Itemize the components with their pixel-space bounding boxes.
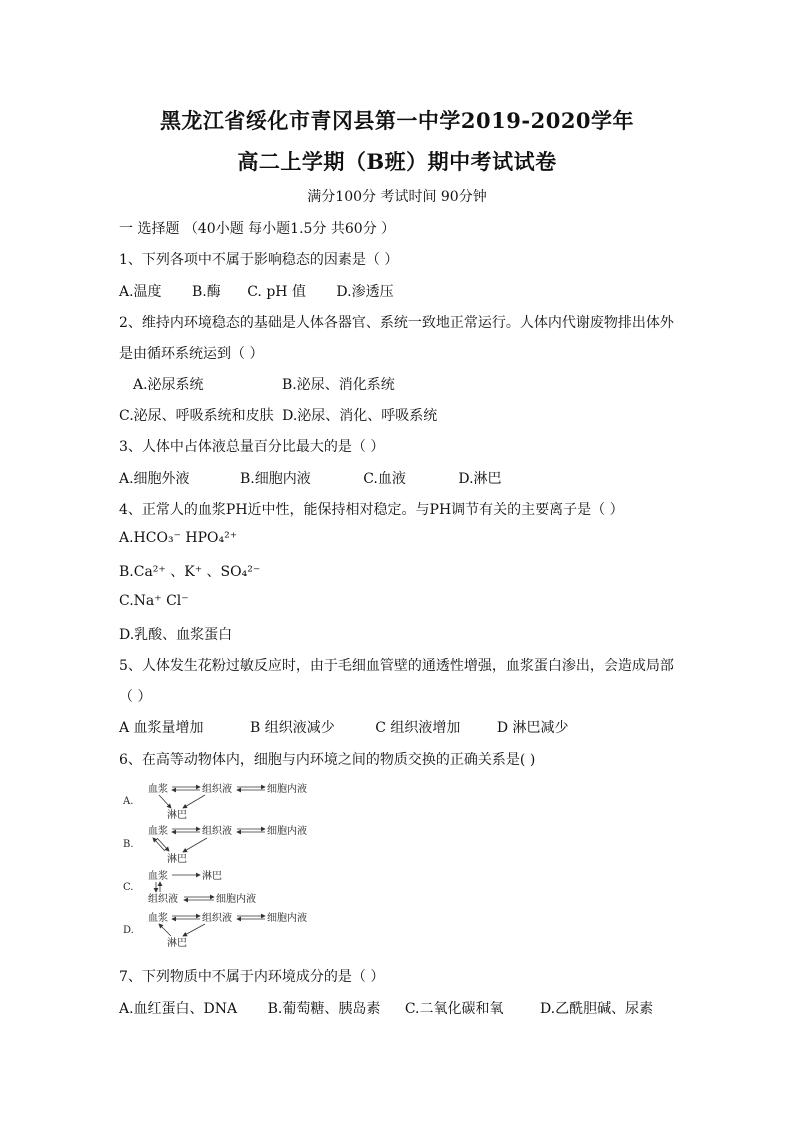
q5-option-a: A 血浆量增加: [119, 720, 204, 736]
q6-d-tissue: 组织液: [202, 913, 232, 924]
q4-option-d: D.乳酸、血浆蛋白: [119, 627, 233, 643]
q7-options: [119, 998, 653, 1018]
q3-option-d: D.淋巴: [458, 471, 502, 487]
q6-diagrams: [119, 778, 359, 956]
exam-title-line2: 高二上学期（B班）期中考试试卷: [237, 149, 557, 174]
q2-options-row2: [119, 405, 437, 425]
q5-options: [119, 717, 569, 737]
q3-option-c: C.血液: [363, 471, 406, 487]
q6-letter-d: D.: [123, 925, 134, 936]
q5-option-d: D 淋巴减少: [496, 720, 569, 736]
q6-a-plasma: 血浆: [148, 784, 168, 795]
q3-option-b: B.细胞内液: [240, 471, 311, 487]
q4-option-c: C.Na⁺ Cl⁻: [119, 593, 189, 609]
q6-d-lymph: 淋巴: [167, 938, 187, 949]
q7-stem: 7、下列物质中不属于内环境成分的是（ ）: [119, 969, 385, 985]
q2-stem-line2: 是由循环系统运到（ ）: [119, 346, 264, 362]
q7-option-c: C.二氧化碳和氧: [404, 1001, 504, 1017]
q3-option-a: A.细胞外液: [119, 471, 190, 487]
q6-b-plasma: 血浆: [148, 826, 168, 837]
q6-stem: 6、在高等动物体内，细胞与内环境之间的物质交换的正确关系是( ): [119, 752, 536, 768]
section-heading: 一 选择题 （40小题 每小题1.5分 共60分 ）: [119, 221, 396, 237]
q6-a-lymph: 淋巴: [167, 810, 187, 821]
q2-option-d: D.泌尿、消化、呼吸系统: [282, 408, 438, 424]
q1-stem: 1、下列各项中不属于影响稳态的因素是（ ）: [119, 252, 399, 268]
q6-d-plasma: 血浆: [148, 913, 168, 924]
q6-a-cell: 细胞内液: [267, 784, 307, 795]
q6-diagram-svg: [119, 778, 359, 953]
q1-option-d: D.渗透压: [336, 284, 394, 300]
q2-option-a: A.泌尿系统: [133, 377, 204, 393]
q1-option-a: A.温度: [119, 284, 162, 300]
q2-option-b: B.泌尿、消化系统: [282, 377, 395, 393]
q6-b-lymph: 淋巴: [167, 854, 187, 865]
q6-c-cell: 细胞内液: [216, 894, 256, 905]
q7-option-d: D.乙酰胆碱、尿素: [539, 1001, 654, 1017]
q3-stem: 3、人体中占体液总量百分比最大的是（ ）: [119, 439, 385, 455]
q6-letter-c: C.: [123, 882, 134, 893]
q4-option-b: B.Ca²⁺ 、K⁺ 、SO₄²⁻: [119, 564, 261, 580]
q5-stem-line1: 5、人体发生花粉过敏反应时，由于毛细血管壁的通透性增强，血浆蛋白渗出，会造成局部: [119, 658, 674, 674]
q1-options: [119, 281, 394, 301]
q6-letter-a: A.: [123, 796, 134, 807]
q2-option-c: C.泌尿、呼吸系统和皮肤: [119, 408, 274, 424]
q5-stem-line2: （ ）: [119, 689, 152, 705]
q4-stem: 4、正常人的血浆PH近中性，能保持相对稳定。与PH调节有关的主要离子是（ ）: [119, 502, 624, 518]
q7-option-a: A.血红蛋白、DNA: [119, 1001, 238, 1017]
q6-a-tissue: 组织液: [202, 784, 232, 795]
q6-d-cell: 细胞内液: [267, 913, 307, 924]
q6-c-plasma: 血浆: [148, 871, 168, 882]
q5-option-b: B 组织液减少: [250, 720, 335, 736]
q7-option-b: B.葡萄糖、胰岛素: [267, 1001, 381, 1017]
exam-title-line1: 黑龙江省绥化市青冈县第一中学2019-2020学年: [159, 108, 635, 133]
q2-options-row1: [133, 374, 395, 394]
q6-b-cell: 细胞内液: [267, 826, 307, 837]
q1-option-b: B.酶: [192, 284, 221, 300]
q4-option-a: A.HCO₃⁻ HPO₄²⁺: [119, 530, 238, 546]
q2-stem-line1: 2、维持内环境稳态的基础是人体各器官、系统一致地正常运行。人体内代谢废物排出体外: [119, 315, 674, 331]
q6-c-lymph: 淋巴: [202, 871, 222, 882]
q6-c-tissue: 组织液: [148, 894, 178, 905]
q6-b-tissue: 组织液: [202, 826, 232, 837]
q1-option-c: C. pH 值: [247, 284, 306, 300]
exam-subtitle: 满分100分 考试时间 90分钟: [307, 189, 487, 205]
q3-options: [119, 468, 502, 488]
q6-letter-b: B.: [123, 839, 134, 850]
q5-option-c: C 组织液增加: [375, 720, 461, 736]
